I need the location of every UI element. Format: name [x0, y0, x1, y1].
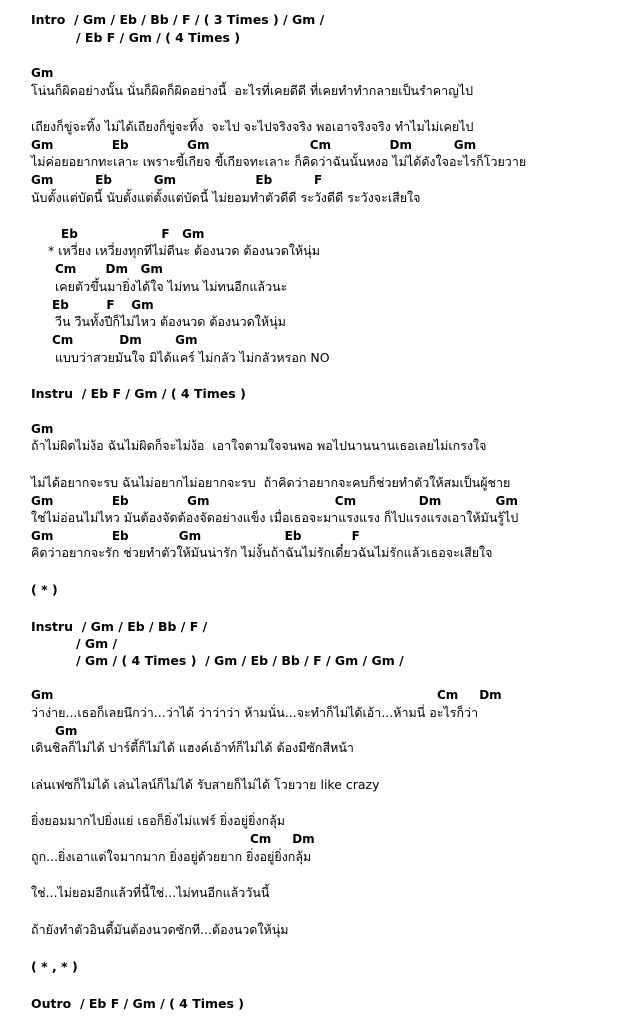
- chord-line: Gm Eb Gm Eb F: [31, 173, 323, 187]
- outro-line: Outro / Eb F / Gm / ( 4 Times ): [31, 996, 245, 1011]
- lyric-line: ว่าง่าย...เธอก็เลยนึกว่า...ว่าได้ ว่าว่าว่า ห้ามนั่น...จะทำก็ไม่ได้เอ้า...ห้ามนี่ อะไรก็ว่า: [31, 705, 479, 720]
- lyric-line: ยิ่งยอมมากไปยิ่งแย่ เธอก็ยิ่งไม่แฟร์ ยิ่งอยู่ยิ่งกลุ้ม: [31, 813, 286, 828]
- lyric-line: ถูก...ยิ่งเอาแต่ใจมากมาก ยิ่งอยู่ด้วยยาก ยิ่งอยู่ยิ่งกลุ้ม: [31, 849, 312, 864]
- chord-line: Gm: [31, 688, 54, 702]
- lyric-line: ไม่ค่อยอยากทะเลาะ เพราะขี้เกียจ ขี้เกียจทะเลาะ ก็คิดว่าฉันนั้นหงอ ไม่ได้ดังใจอะไรก็โวยวาย: [31, 154, 527, 169]
- intro-line-2: / Eb F / Gm / ( 4 Times ): [76, 30, 241, 45]
- chorus-reference: ( * ): [31, 582, 58, 597]
- instru-line: Instru / Eb F / Gm / ( 4 Times ): [31, 386, 246, 401]
- instru-line-2: / Gm /: [76, 636, 118, 651]
- chord-line: Cm Dm Gm: [55, 262, 163, 276]
- lyric-line: เล่นเฟซก็ไม่ได้ เล่นไลน์ก็ไม่ได้ รับสายก็ไม่ได้ โวยวาย like crazy: [31, 777, 380, 792]
- lyric-line: เคยตัวขึ้นมายิ่งได้ใจ ไม่ทน ไม่ทนอีกแล้วนะ: [55, 279, 288, 294]
- chord-line: Eb F Gm: [52, 298, 154, 312]
- chord-line: Gm: [55, 724, 78, 738]
- lyric-line: เถียงก็ขู่จะทิ้ง ไม่ได้เถียงก็ขู่จะทิ้ง จะไป จะไปจริงจริง พอเอาจริงจริง ทำไมไม่เคยไป: [31, 119, 474, 134]
- chord-line: Gm Eb Gm Cm Dm Gm: [31, 138, 477, 152]
- lyric-line: ไม่ได้อยากจะรบ ฉันไม่อยากไม่อยากจะรบ ถ้าคิดว่าอยากจะคบก็ช่วยทำตัวให้สมเป็นผู้ชาย: [31, 475, 511, 490]
- chord-line: Gm Eb Gm Cm Dm Gm: [31, 494, 518, 508]
- lyric-line: โน่นก็ผิดอย่างนั้น นั่นก็ผิดก็ผิดอย่างนี้ อะไรที่เคยดีดี ที่เคยทำทำกลายเป็นรำคาญไป: [31, 83, 474, 98]
- lyric-line: วีน วีนทั้งปีก็ไม่ไหว ต้องนวด ต้องนวดให้นุ่ม: [55, 314, 286, 329]
- chorus-reference: ( * , * ): [31, 959, 78, 974]
- lyric-line: ใช่...ไม่ยอมอีกแล้วที่นี้ใช่...ไม่ทนอีกแล้ววันนี้: [31, 885, 270, 900]
- lyric-line: แบบว่าสวยมันใจ มิได้แคร์ ไม่กลัว ไม่กลัวหรอก NO: [55, 350, 330, 365]
- chord-line: Cm Dm: [437, 688, 502, 702]
- lyric-line: ถ้ายังทำตัวอินดี้มันต้องนวดซักที...ต้องนวดให้นุ่ม: [31, 922, 289, 937]
- lyric-line: คิดว่าอยากจะรัก ช่วยทำตัวให้มันน่ารัก ไม่งั้นถ้าฉันไม่รักเดี๋ยวฉันไม่รักแล้วเธอจะเสียใจ: [31, 545, 493, 560]
- chord-line: Gm: [31, 422, 54, 436]
- lyric-line: เดินชิลก็ไม่ได้ ปาร์ตี้ก็ไม่ได้ แฮงค์เอ้าท์ก็ไม่ได้ ต้องมีซักสีหน้า: [31, 740, 354, 755]
- chord-line: Cm Dm: [250, 832, 315, 846]
- lyric-line: นับตั้งแต่บัดนี้ นับตั้งแต่ตั้งแต่บัดนี้ ไม่ยอมทำตัวดีดี ระวังดีดี ระวังจะเสียใจ: [31, 190, 421, 205]
- lyric-line: ถ้าไม่ผิดไม่ง้อ ฉันไม่ผิดก็จะไม่ง้อ เอาใจตามใจจนพอ พอไปนานนานเธอเลยไม่เกรงใจ: [31, 438, 487, 453]
- lyric-line: ใช่ไม่อ่อนไม่ไหว มันต้องจัดต้องจัดอย่างแข็ง เมื่อเธอจะมาแรงแรง ก็ไปแรงแรงเอาให้มันรู้ไป: [31, 510, 519, 525]
- chord-line: Gm: [31, 66, 54, 80]
- instru-line-3: / Gm / ( 4 Times ) / Gm / Eb / Bb / F / Gm / Gm /: [76, 653, 404, 668]
- lyric-line: * เหวี่ยง เหวี่ยงทุกทีไม่ดีนะ ต้องนวด ต้องนวดให้นุ่ม: [48, 243, 320, 258]
- chord-line: Cm Dm Gm: [52, 333, 198, 347]
- chord-line: Eb F Gm: [61, 227, 205, 241]
- intro-line-1: Intro / Gm / Eb / Bb / F / ( 3 Times ) / Gm /: [31, 12, 325, 27]
- instru-line-1: Instru / Gm / Eb / Bb / F /: [31, 619, 208, 634]
- chord-line: Gm Eb Gm Eb F: [31, 529, 360, 543]
